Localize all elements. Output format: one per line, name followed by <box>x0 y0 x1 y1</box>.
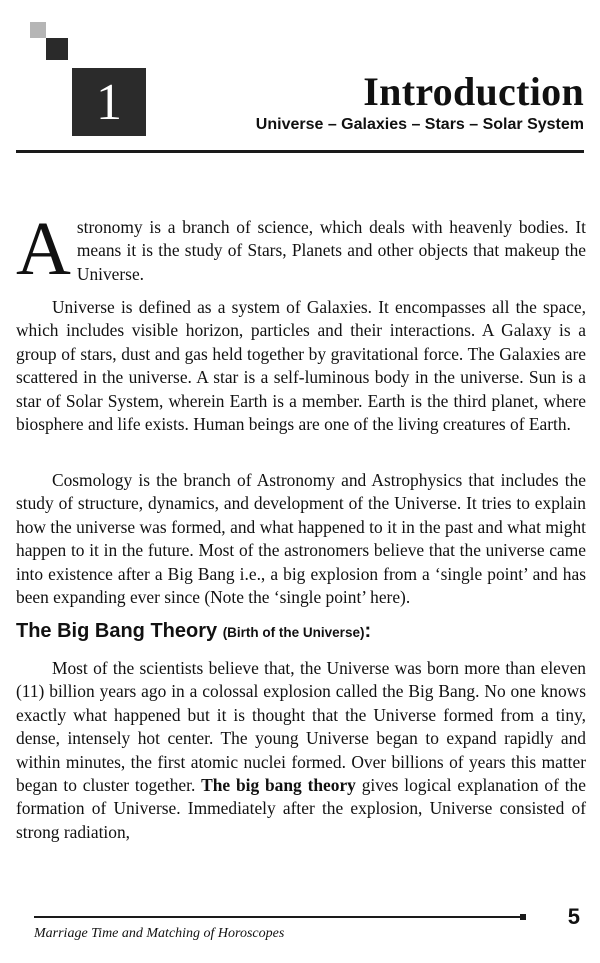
footer-book-title: Marriage Time and Matching of Horoscopes <box>34 926 285 941</box>
paragraph-big-bang-bold: The big bang theory <box>201 775 356 796</box>
paragraph-cosmology: Cosmology is the branch of Astronomy and Astrophysics that includes the study of structure, dynamics, and development of the Universe. It tries to explain how the universe was formed, and what happened to it in the past and what might happen to it in the future. Most of the astronomers believe that the universe came into existence after a Big Bang i.e., a big explosion from a ‘single point’ and has been expanding ever since (Note the ‘single point’ here). <box>16 470 586 608</box>
footer-divider-end <box>520 914 526 920</box>
decorative-square-light <box>30 22 46 38</box>
footer-divider <box>34 916 524 918</box>
drop-cap: A <box>16 207 71 291</box>
section-heading-colon: : <box>364 620 372 642</box>
paragraph-big-bang-text-2: gives logical explanation of the formation of Universe. Immediately after the explosion, Universe consisted of strong radiation, <box>16 775 586 842</box>
paragraph-big-bang <box>16 657 586 844</box>
section-heading-main: The Big Bang Theory <box>16 620 218 642</box>
decorative-square-dark <box>46 38 68 60</box>
section-heading-big-bang <box>16 620 371 643</box>
section-heading-sub: (Birth of the Universe) <box>222 625 365 640</box>
header-divider <box>16 150 584 153</box>
chapter-subtitle: Universe – Galaxies – Stars – Solar System <box>255 116 584 133</box>
paragraph-universe: Universe is defined as a system of Galaxies. It encompasses all the space, which includes visible horizon, particles and their interactions. A Galaxy is a group of stars, dust and gas held together by gravitational force. The Galaxies are scattered in the universe. A star is a self-luminous body in the universe. Sun is a star of Solar System, wherein Earth is a member. Earth is the third planet, where biosphere and life exists. Human beings are one of the living creatures of Earth. <box>16 297 586 435</box>
paragraph-big-bang-text-1: Most of the scientists believe that, the Universe was born more than eleven (11) billion years ago in a colossal explosion called the Big Bang. No one knows exactly what happened but it is thought that the Universe formed from a tiny, dense, intensely hot center. The young Universe began to expand rapidly and within minutes, the first atomic nuclei formed. Over billions of years this matter began to cluster together. <box>16 658 586 796</box>
paragraph-astronomy <box>16 207 586 291</box>
chapter-title: Introduction <box>363 69 584 114</box>
chapter-number: 1 <box>96 73 122 131</box>
paragraph-astronomy-text: stronomy is a branch of science, which deals with heavenly bodies. It means it is the study of Stars, Planets and other objects that makeup the Universe. <box>76 217 586 284</box>
chapter-number-box <box>72 68 146 136</box>
page-number: 5 <box>567 904 580 929</box>
